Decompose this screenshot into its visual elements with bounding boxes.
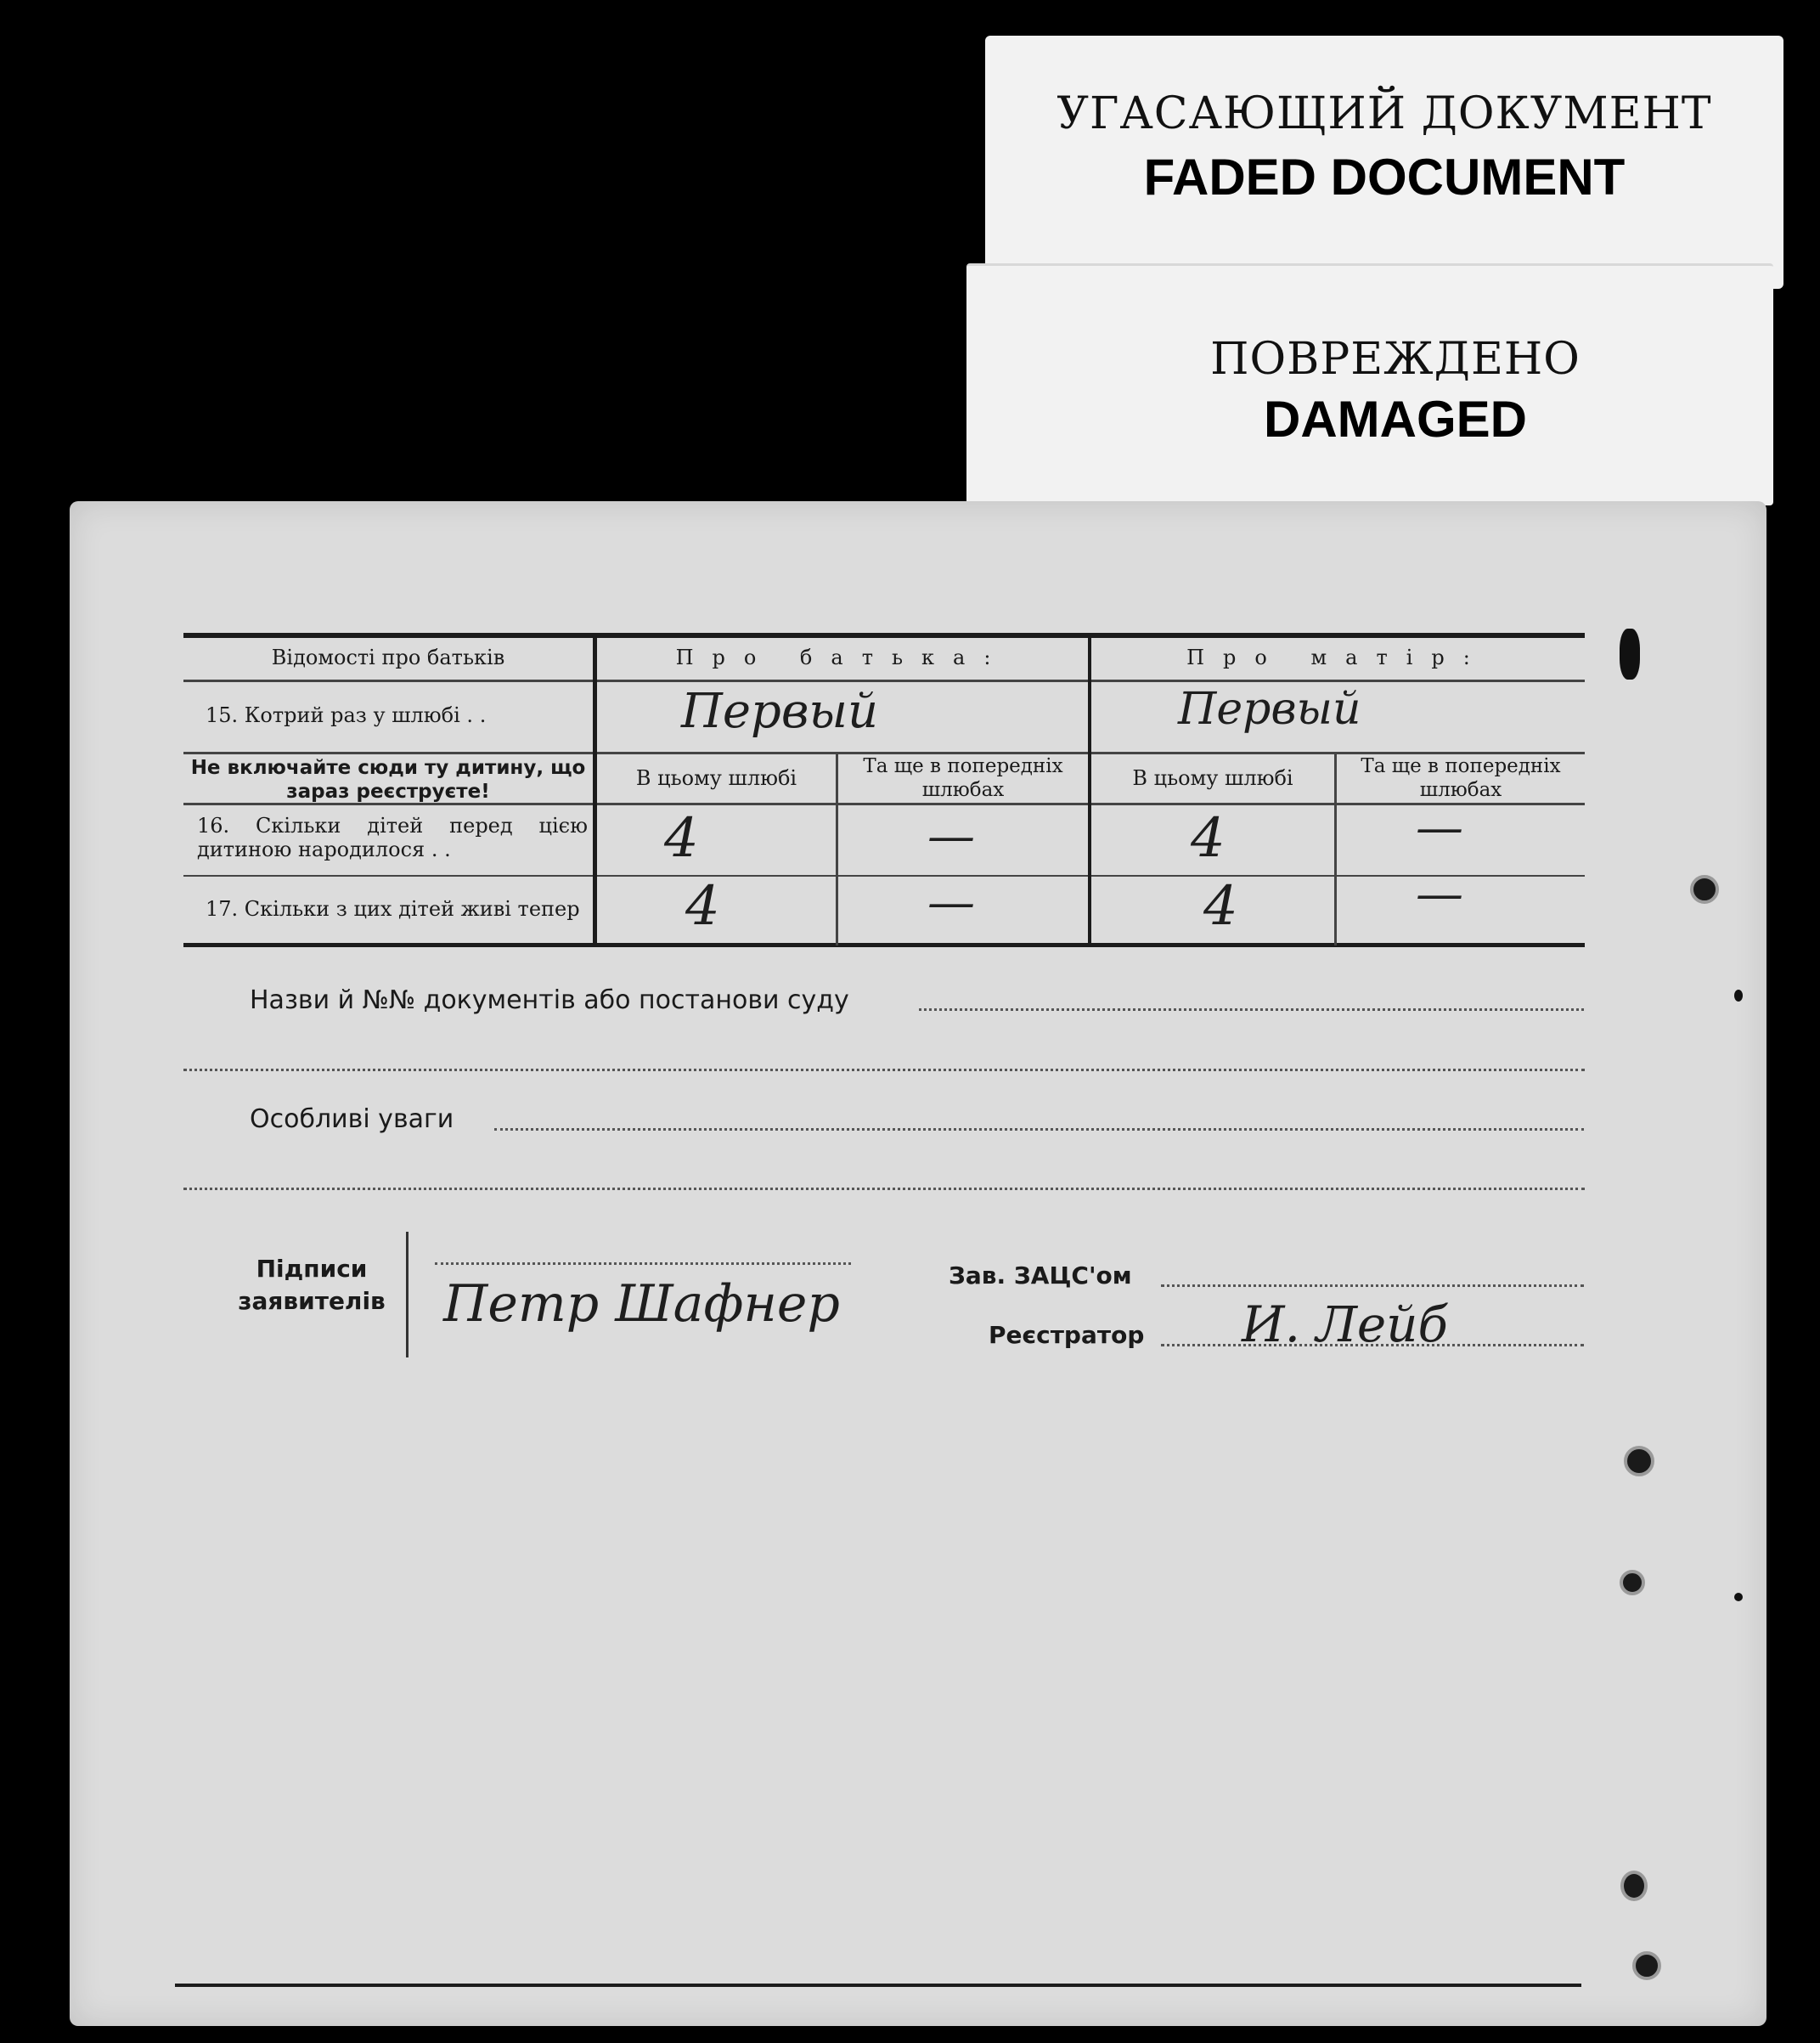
document-sheet — [70, 501, 1766, 2026]
damaged-label — [966, 263, 1773, 505]
bottom-rule — [175, 1984, 1581, 1987]
row16-father-prev: — — [927, 809, 975, 864]
documents-label: Назви й №№ документів або постанови суду — [250, 985, 849, 1015]
applicant-signature: Петр Шафнер — [443, 1274, 840, 1334]
punch-hole — [1620, 1570, 1645, 1595]
signatures-label: Підписи заявителів — [238, 1255, 386, 1315]
registrar-signature: И. Лейб — [1242, 1295, 1448, 1353]
documents-line-2 — [183, 1069, 1585, 1071]
ink-dot — [1734, 1593, 1743, 1601]
ink-dot — [1734, 990, 1743, 1002]
row15-father-value: Первый — [681, 684, 879, 739]
zags-head-label: Зав. ЗАЦС'ом — [949, 1261, 1132, 1290]
punch-hole — [1632, 1951, 1661, 1980]
punch-hole — [1624, 1446, 1654, 1476]
row17-mother-prev: — — [1416, 866, 1463, 922]
registrar-label: Реєстратор — [989, 1321, 1145, 1349]
row17-label: 17. Скільки з цих дітей живі тепер — [206, 897, 580, 921]
header-about-father: Про батька: — [675, 646, 1010, 669]
header-parents-info: Відомості про батьків — [271, 646, 505, 669]
punch-hole — [1690, 875, 1719, 904]
father-this-marriage-header: В цьому шлюбі — [635, 766, 797, 790]
mother-this-marriage-header: В цьому шлюбі — [1132, 766, 1293, 790]
table-top-rule — [183, 633, 1585, 638]
row15-mother-value: Первый — [1178, 684, 1361, 735]
row16-rule — [183, 875, 1585, 877]
faded-label-en: FADED DOCUMENT — [1143, 149, 1626, 206]
signatures-bracket — [406, 1232, 409, 1357]
faded-document-label — [985, 36, 1783, 289]
remarks-label: Особливі уваги — [250, 1104, 454, 1134]
table-bottom-rule — [183, 943, 1585, 947]
signature-line — [435, 1262, 851, 1265]
header-about-mother: Про матір: — [1186, 646, 1489, 669]
father-previous-marriages-header: Та ще в попередніх шлюбах — [863, 755, 1063, 801]
damaged-label-ru: ПОВРЕЖДЕНО — [1210, 334, 1581, 385]
row16-mother-this: 4 — [1191, 807, 1226, 870]
row16-father-this: 4 — [664, 807, 699, 870]
documents-line — [919, 1008, 1584, 1011]
mother-previous-marriages-header: Та ще в попередніх шлюбах — [1361, 755, 1561, 801]
row15-label: 15. Котрий раз у шлюбі . . — [206, 703, 487, 727]
row17-mother-this: 4 — [1203, 875, 1238, 938]
row16-label: 16. Скільки дітей перед цією дитиною народилося . . — [197, 814, 588, 861]
header-rule — [183, 680, 1585, 682]
punch-hole — [1620, 1871, 1648, 1901]
row17-father-prev: — — [927, 875, 975, 930]
damaged-label-en: DAMAGED — [1264, 391, 1527, 448]
note-do-not-include: Не включайте сюди ту дитину, що зараз реєструєте! — [190, 757, 586, 803]
zags-head-line — [1161, 1284, 1584, 1287]
remarks-line-2 — [183, 1188, 1585, 1190]
ink-stain — [1620, 629, 1640, 680]
row16-mother-prev: — — [1416, 800, 1463, 855]
remarks-line — [494, 1128, 1584, 1131]
row17-father-this: 4 — [685, 875, 720, 938]
faded-label-ru: УГАСАЮЩИЙ ДОКУМЕНТ — [1057, 88, 1712, 139]
